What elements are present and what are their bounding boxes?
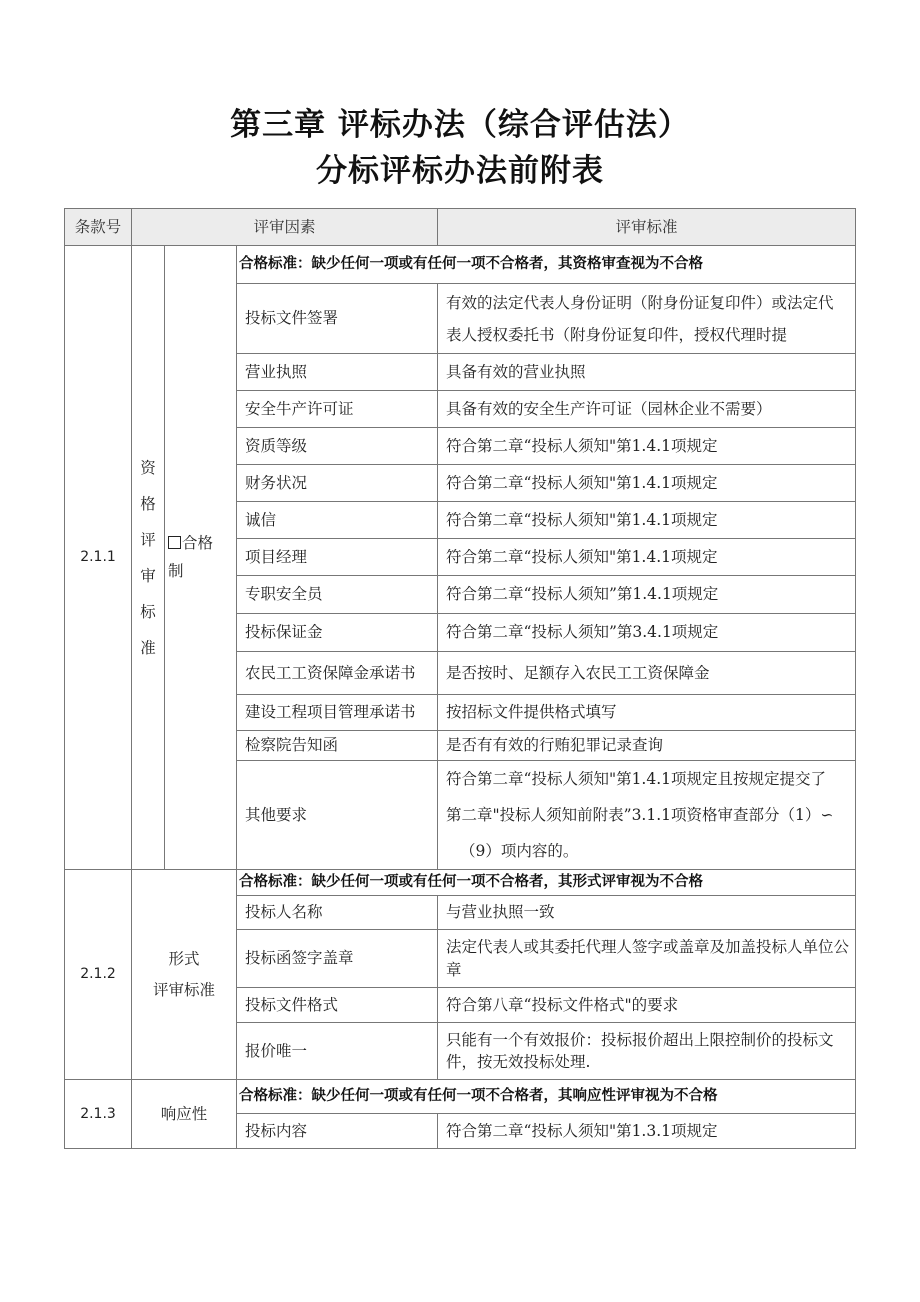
clause-number: 2.1.1 bbox=[65, 246, 132, 870]
standard-cell: 符合第二章“投标人须知”第3.4.1项规定 bbox=[438, 614, 856, 652]
standard-cell: 符合第二章“投标人须知"第1.4.1项规定 bbox=[438, 502, 856, 539]
qualification-type: 合格 制 bbox=[165, 246, 237, 870]
table-row bbox=[65, 1080, 856, 1114]
standard-cell: 是否按时、足额存入农民工工资保障金 bbox=[438, 652, 856, 695]
standard-cell: 具备有效的安全生产许可证（园林企业不需要） bbox=[438, 391, 856, 428]
standard-cell: 符合第二章“投标人须知"第1.4.1项规定 bbox=[438, 428, 856, 465]
table-row bbox=[65, 870, 856, 896]
standard-cell: 符合第二章“投标人须知"第1.3.1项规定 bbox=[438, 1114, 856, 1149]
factor-cell: 报价唯一 bbox=[237, 1023, 438, 1080]
standard-cell: 具备有效的营业执照 bbox=[438, 354, 856, 391]
form-rule: 合格标准：缺少任何一项或有任何一项不合格者，其形式评审视为不合格 bbox=[237, 870, 856, 896]
qualification-rule: 合格标准：缺少任何一项或有任何一项不合格者，其资格审查视为不合格 bbox=[237, 246, 856, 284]
factor-cell: 诚信 bbox=[237, 502, 438, 539]
standard-cell: 符合第二章“投标人须知"第1.4.1项规定 bbox=[438, 539, 856, 576]
standard-cell: 法定代表人或其委托代理人签字或盖章及加盖投标人单位公章 bbox=[438, 930, 856, 988]
factor-cell: 检察院告知函 bbox=[237, 731, 438, 761]
factor-cell: 投标函签字盖章 bbox=[237, 930, 438, 988]
standard-cell: 符合第二章“投标人须知"第1.4.1项规定 bbox=[438, 465, 856, 502]
standard-cell: 按招标文件提供格式填写 bbox=[438, 695, 856, 731]
factor-cell: 农民工工资保障金承诺书 bbox=[237, 652, 438, 695]
header-factor: 评审因素 bbox=[132, 209, 438, 246]
factor-cell: 投标人名称 bbox=[237, 896, 438, 930]
factor-cell: 投标文件格式 bbox=[237, 988, 438, 1023]
standard-cell: 符合第二章“投标人须知”第1.4.1项规定 bbox=[438, 576, 856, 614]
standard-cell: 符合第八章“投标文件格式"的要求 bbox=[438, 988, 856, 1023]
checkbox-icon bbox=[168, 536, 181, 549]
evaluation-table bbox=[64, 208, 856, 1149]
factor-cell: 财务状况 bbox=[237, 465, 438, 502]
standard-cell: 有效的法定代表人身份证明（附身份证复印件）或法定代 表人授权委托书（附身份证复印件，授权代理时提 bbox=[438, 284, 856, 354]
table-header-row bbox=[65, 209, 856, 246]
standard-cell: 符合第二章“投标人须知"第1.4.1项规定且按规定提交了 第二章"投标人须知前附表”3.1.1项资格审查部分（1）∽ （9）项内容的。 bbox=[438, 761, 856, 870]
table-row bbox=[65, 246, 856, 284]
header-clause: 条款号 bbox=[65, 209, 132, 246]
clause-number: 2.1.3 bbox=[65, 1080, 132, 1149]
table-title: 分标评标办法前附表 bbox=[316, 153, 604, 189]
factor-cell: 资质等级 bbox=[237, 428, 438, 465]
factor-cell: 营业执照 bbox=[237, 354, 438, 391]
section-name: 响应性 bbox=[132, 1080, 237, 1149]
factor-cell: 项目经理 bbox=[237, 539, 438, 576]
factor-cell: 建设工程项目管理承诺书 bbox=[237, 695, 438, 731]
clause-number: 2.1.2 bbox=[65, 870, 132, 1080]
response-rule: 合格标准：缺少任何一项或有任何一项不合格者，其响应性评审视为不合格 bbox=[237, 1080, 856, 1114]
section-name-vertical: 资 格 评 审 标 准 bbox=[132, 246, 165, 870]
standard-cell: 与营业执照一致 bbox=[438, 896, 856, 930]
factor-cell: 专职安全员 bbox=[237, 576, 438, 614]
header-standard: 评审标准 bbox=[438, 209, 856, 246]
factor-cell: 投标保证金 bbox=[237, 614, 438, 652]
factor-cell: 投标内容 bbox=[237, 1114, 438, 1149]
section-name: 形式 评审标准 bbox=[132, 870, 237, 1080]
factor-cell: 安全牛产许可证 bbox=[237, 391, 438, 428]
factor-cell: 投标文件签署 bbox=[237, 284, 438, 354]
chapter-title: 第三章 评标办法（综合评估法） bbox=[230, 107, 690, 143]
standard-cell: 是否有有效的行贿犯罪记录查询 bbox=[438, 731, 856, 761]
factor-cell: 其他要求 bbox=[237, 761, 438, 870]
standard-cell: 只能有一个有效报价：投标报价超出上限控制价的投标文 件，按无效投标处理. bbox=[438, 1023, 856, 1080]
